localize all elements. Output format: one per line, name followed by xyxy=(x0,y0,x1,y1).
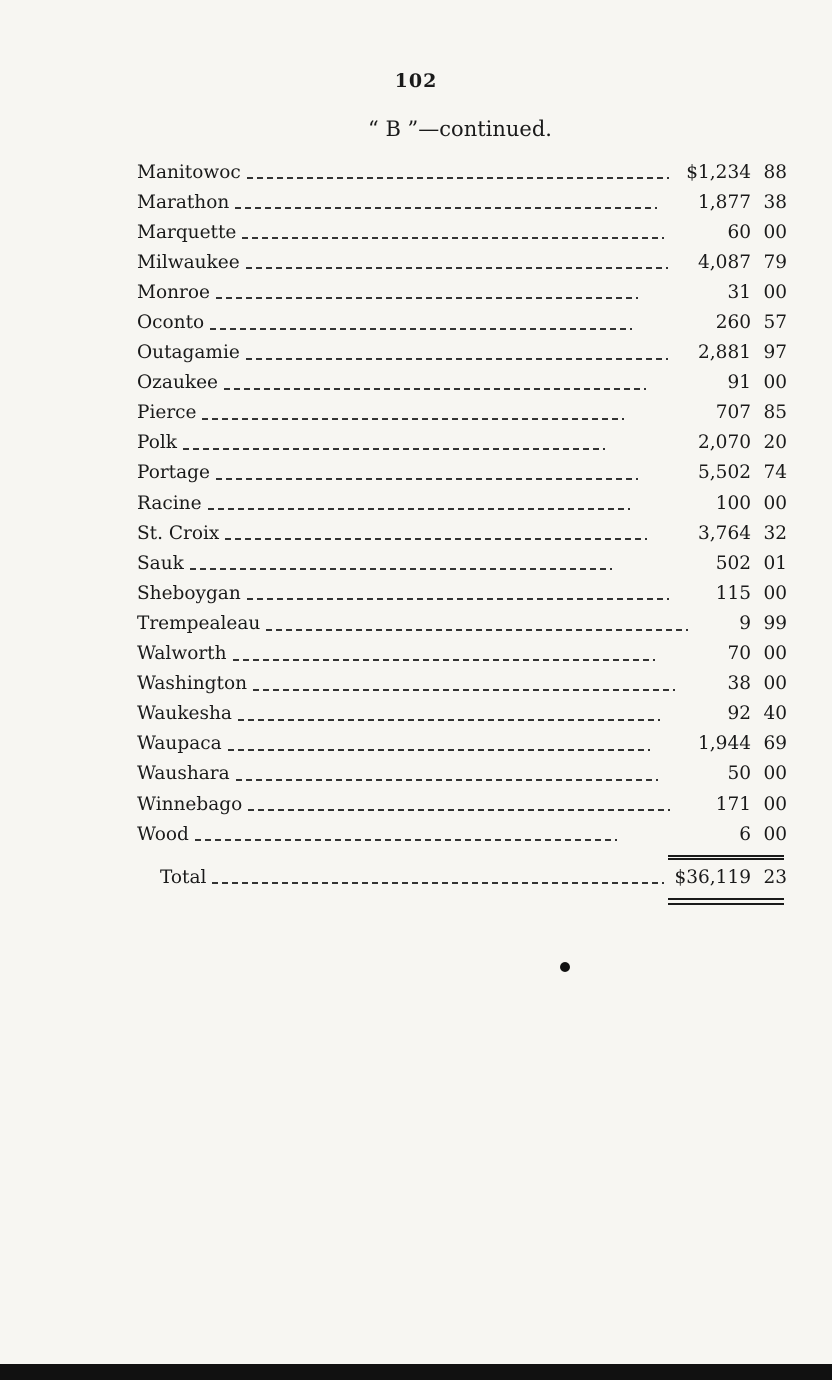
amount-cents: 40 xyxy=(763,703,787,725)
amount-cents: 00 xyxy=(763,823,787,845)
total-cents: 23 xyxy=(763,866,787,888)
table-row xyxy=(137,578,787,608)
table-row xyxy=(137,488,787,518)
amount-dollars: 91 xyxy=(727,372,751,394)
scan-edge xyxy=(0,1364,832,1380)
amount-dollars: 6 xyxy=(739,823,751,845)
total-dollars: $36,119 xyxy=(674,866,751,888)
county-name: Waukesha xyxy=(137,703,232,725)
amount-cents: 32 xyxy=(763,522,787,544)
county-name: Washington xyxy=(137,673,248,695)
dot-leader xyxy=(266,629,688,631)
amount-cents: 00 xyxy=(763,673,787,695)
amount-cents: 00 xyxy=(763,221,787,243)
table-row xyxy=(137,518,787,548)
county-name: Waushara xyxy=(137,763,230,785)
county-name: Manitowoc xyxy=(137,161,241,183)
amount-dollars: 31 xyxy=(727,281,751,303)
page-number: 102 xyxy=(394,70,438,92)
county-name: Monroe xyxy=(137,281,210,303)
ink-spot xyxy=(560,962,570,972)
amount-dollars: 100 xyxy=(715,492,751,514)
table-row xyxy=(137,428,787,458)
amount-cents: 00 xyxy=(763,643,787,665)
dot-leader xyxy=(248,809,670,811)
total-row xyxy=(160,862,787,892)
table-row xyxy=(137,247,787,277)
dot-leader xyxy=(236,779,658,781)
dot-leader xyxy=(216,478,638,480)
dot-leader xyxy=(238,719,660,721)
county-name: Marquette xyxy=(137,221,237,243)
total-top-rule xyxy=(668,855,784,857)
table-row xyxy=(137,187,787,217)
amount-dollars: 1,877 xyxy=(698,191,751,213)
dot-leader xyxy=(235,207,657,209)
county-name: Racine xyxy=(137,492,202,514)
table-row xyxy=(137,277,787,307)
table-row xyxy=(137,639,787,669)
amount-dollars: 2,881 xyxy=(698,342,751,364)
amount-cents: 97 xyxy=(763,342,787,364)
amount-dollars: 38 xyxy=(727,673,751,695)
amount-cents: 00 xyxy=(763,763,787,785)
amount-cents: 38 xyxy=(763,191,787,213)
county-name: Winnebago xyxy=(137,793,243,815)
table-row xyxy=(137,157,787,187)
amount-cents: 00 xyxy=(763,582,787,604)
amount-dollars: 707 xyxy=(715,402,751,424)
section-title: “ B ”—continued. xyxy=(368,117,552,141)
table-row xyxy=(137,789,787,819)
amount-cents: 00 xyxy=(763,492,787,514)
dot-leader xyxy=(183,448,605,450)
amount-cents: 00 xyxy=(763,372,787,394)
amount-cents: 79 xyxy=(763,251,787,273)
county-name: St. Croix xyxy=(137,522,220,544)
county-name: Oconto xyxy=(137,312,205,334)
dot-leader xyxy=(225,538,647,540)
dot-leader xyxy=(210,328,632,330)
amount-dollars: 2,070 xyxy=(698,432,751,454)
amount-dollars: 171 xyxy=(715,793,751,815)
amount-dollars: 70 xyxy=(727,643,751,665)
county-name: Polk xyxy=(137,432,177,454)
amount-cents: 69 xyxy=(763,733,787,755)
dot-leader xyxy=(212,882,664,884)
county-name: Milwaukee xyxy=(137,251,240,273)
dot-leader xyxy=(246,267,668,269)
dot-leader xyxy=(233,659,655,661)
table-row xyxy=(137,307,787,337)
table-row xyxy=(137,548,787,578)
amount-dollars: 1,944 xyxy=(698,733,751,755)
dot-leader xyxy=(228,749,650,751)
county-name: Pierce xyxy=(137,402,197,424)
county-name: Marathon xyxy=(137,191,230,213)
amount-cents: 00 xyxy=(763,793,787,815)
dot-leader xyxy=(224,388,646,390)
amount-cents: 20 xyxy=(763,432,787,454)
amount-dollars: 4,087 xyxy=(698,251,751,273)
amount-dollars: 115 xyxy=(715,582,751,604)
table-row xyxy=(137,819,787,849)
dot-leader xyxy=(190,568,612,570)
amount-cents: 57 xyxy=(763,312,787,334)
county-name: Sauk xyxy=(137,552,184,574)
table-row xyxy=(137,458,787,488)
amount-dollars: 5,502 xyxy=(698,462,751,484)
dot-leader xyxy=(208,508,630,510)
amount-dollars: 9 xyxy=(739,612,751,634)
county-name: Ozaukee xyxy=(137,372,218,394)
county-name: Outagamie xyxy=(137,342,240,364)
table-row xyxy=(137,398,787,428)
county-name: Walworth xyxy=(137,643,227,665)
amount-dollars: 92 xyxy=(727,703,751,725)
table-row xyxy=(137,217,787,247)
amount-dollars: 260 xyxy=(715,312,751,334)
amount-dollars: 60 xyxy=(727,221,751,243)
amount-cents: 99 xyxy=(763,612,787,634)
dot-leader xyxy=(247,598,669,600)
amount-cents: 01 xyxy=(763,552,787,574)
dot-leader xyxy=(253,689,675,691)
amount-dollars: 3,764 xyxy=(698,522,751,544)
total-double-rule-upper xyxy=(668,898,784,900)
total-top-rule-thick xyxy=(668,858,784,860)
amount-dollars: 50 xyxy=(727,763,751,785)
county-name: Waupaca xyxy=(137,733,222,755)
amount-cents: 88 xyxy=(763,161,787,183)
dot-leader xyxy=(202,418,624,420)
dot-leader xyxy=(247,177,669,179)
total-label: Total xyxy=(160,866,207,888)
table-row xyxy=(137,729,787,759)
amount-cents: 00 xyxy=(763,281,787,303)
amount-dollars: 502 xyxy=(715,552,751,574)
dot-leader xyxy=(246,358,668,360)
total-double-rule-lower xyxy=(668,903,784,905)
dot-leader xyxy=(195,839,617,841)
county-amount-table xyxy=(137,157,787,849)
table-row xyxy=(137,759,787,789)
county-name: Wood xyxy=(137,823,189,845)
county-name: Portage xyxy=(137,462,210,484)
amount-dollars: $1,234 xyxy=(686,161,751,183)
dot-leader xyxy=(242,237,664,239)
table-row xyxy=(137,608,787,638)
county-name: Sheboygan xyxy=(137,582,241,604)
amount-cents: 85 xyxy=(763,402,787,424)
table-row xyxy=(137,669,787,699)
dot-leader xyxy=(216,297,638,299)
table-row xyxy=(137,338,787,368)
amount-cents: 74 xyxy=(763,462,787,484)
table-row xyxy=(137,699,787,729)
county-name: Trempealeau xyxy=(137,612,261,634)
table-row xyxy=(137,368,787,398)
